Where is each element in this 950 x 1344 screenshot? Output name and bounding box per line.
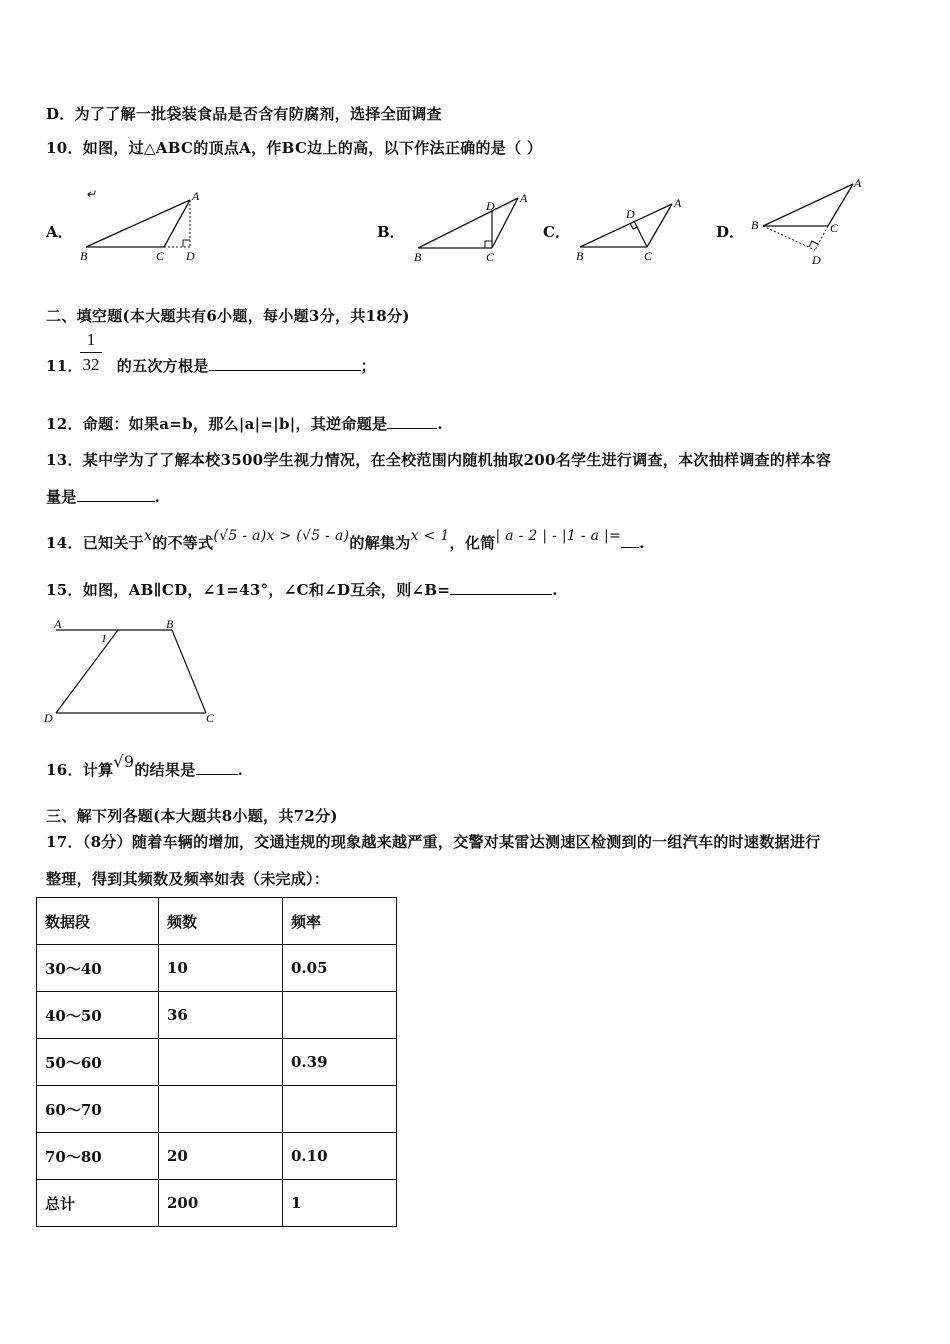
fig-c-label-c: C [644,249,653,263]
q10-stem: 10．如图，过△ABC的顶点A，作BC边上的高，以下作法正确的是（ ） [46,139,543,157]
table-cell [159,1086,283,1133]
q10-figure-c [572,190,697,272]
q15-text: 15．如图，AB∥CD，∠1=43°，∠C和∠D互余，则∠B= [46,581,451,599]
q9-option-d: D．为了了解一批袋装食品是否含有防腐剂，选择全面调查 [46,105,442,123]
table-cell: 50～60 [37,1039,159,1086]
q11-answer-blank[interactable] [209,356,361,371]
table-header-row [37,898,397,945]
section-3-title: 三、解下列各题(本大题共8小题，共72分) [46,807,338,825]
q11-number: 11． [46,357,83,375]
q14-solution: x < 1 [410,528,450,544]
frequency-table [36,897,397,1227]
q14-inequality: (√5 - a)x > (√5 - a) [213,528,350,544]
q11-fraction [80,330,102,375]
table-cell: 总计 [37,1180,159,1227]
q13-line2-text: 量是 [46,488,77,506]
fig-c-label-a: A [674,196,682,210]
q10-figure-d [748,174,873,273]
table-header-cell: 频数 [159,898,283,945]
fig-a-mark: ↵ [86,187,97,201]
q12-text: 12．命题：如果a=b，那么|a|=|b|，其逆命题是 [46,415,388,433]
table-cell: 200 [159,1180,283,1227]
fig-c-label-d: D [626,207,635,221]
q15-fig-label-d: D [44,711,53,725]
table-cell: 30～40 [37,945,159,992]
q10-option-b-label: B． [377,223,405,241]
table-cell: 0.05 [283,945,397,992]
table-header-cell: 频率 [283,898,397,945]
q14 [46,528,645,553]
q14-expression: | a - 2 | - |1 - a |= [495,528,622,544]
q12 [46,413,443,434]
table-cell: 1 [283,1180,397,1227]
q15-fig-label-c: C [206,711,215,725]
q16-part2: 的结果是 [134,761,196,779]
q15-fig-label-a: A [54,617,62,631]
q14-answer-blank[interactable] [621,533,639,548]
q13-end: . [154,488,161,506]
table-cell [283,1086,397,1133]
q15-fig-angle-1: 1 [101,631,107,645]
fig-a-label-b: B [80,249,88,263]
q13-answer-blank[interactable] [77,487,155,502]
q10-option-d-label: D． [716,223,745,241]
table-row [37,992,397,1039]
q15-answer-blank[interactable] [450,580,552,595]
q10-figure-b [410,188,535,272]
table-cell: 20 [159,1133,283,1180]
q14-part3: 的解集为 [349,534,411,552]
q14-part2: 的不等式 [152,534,214,552]
fig-d-label-d: D [812,253,821,267]
table-cell: 36 [159,992,283,1039]
section-2-title: 二、填空题(本大题共有6小题，每小题3分，共18分) [46,307,410,325]
fig-b-label-b: B [414,250,422,264]
q10-figure-a [78,184,208,270]
fig-c-label-b: B [576,249,584,263]
q15-fig-label-b: B [166,617,174,631]
q15-figure [44,615,224,731]
fig-d-label-c: C [830,221,839,235]
q17-line1: 17．（8分）随着车辆的增加，交通违规的现象越来越严重，交警对某雷达测速区检测到的一组汽车的时速数据进行 [46,833,821,851]
table-header-cell: 数据段 [37,898,159,945]
q14-part4: ，化简 [449,534,496,552]
table-cell: 10 [159,945,283,992]
fig-a-label-d: D [186,249,195,263]
q13-line2 [46,486,160,507]
q16-answer-blank[interactable] [196,760,238,775]
q16-end: . [237,761,244,779]
fig-a-label-c: C [156,249,165,263]
q11-fraction-numerator: 1 [86,330,96,349]
table-cell: 0.10 [283,1133,397,1180]
fig-d-label-b: B [751,218,759,232]
table-row [37,1086,397,1133]
q10-option-c-label: C． [543,223,570,241]
q16 [46,752,244,780]
table-cell: 60～70 [37,1086,159,1133]
q16-radical: √9 [113,752,135,771]
q17-line2: 整理，得到其频数及频率如表（未完成）： [46,870,330,888]
q16-part1: 16．计算 [46,761,114,779]
table-row [37,1180,397,1227]
q12-answer-blank[interactable] [387,414,437,429]
table-cell: 70～80 [37,1133,159,1180]
table-row [37,1039,397,1086]
q10-option-a-label: A． [46,223,73,241]
table-cell: 0.39 [283,1039,397,1086]
q11-text: 的五次方根是 [116,357,209,375]
fig-b-label-d: D [486,199,495,213]
q11-fraction-denominator: 32 [82,355,100,374]
q13-line1: 13．某中学为了了解本校3500学生视力情况，在全校范围内随机抽取200名学生进行调查，本次抽样调查的样本容 [46,451,832,469]
q15 [46,579,558,600]
q14-end: . [639,534,645,552]
table-row [37,1133,397,1180]
fig-d-label-a: A [854,176,862,190]
q14-part1: 14．已知关于 [46,534,144,552]
table-cell [283,992,397,1039]
q11-end: ； [360,357,376,375]
table-cell: 40～50 [37,992,159,1039]
fig-a-label-a: A [192,189,200,203]
fig-b-label-c: C [486,250,495,264]
table-cell [159,1039,283,1086]
q15-end: . [552,581,558,599]
fig-b-label-a: A [520,191,528,205]
table-row [37,945,397,992]
q14-var: x [143,528,153,544]
q12-end: . [437,415,443,433]
